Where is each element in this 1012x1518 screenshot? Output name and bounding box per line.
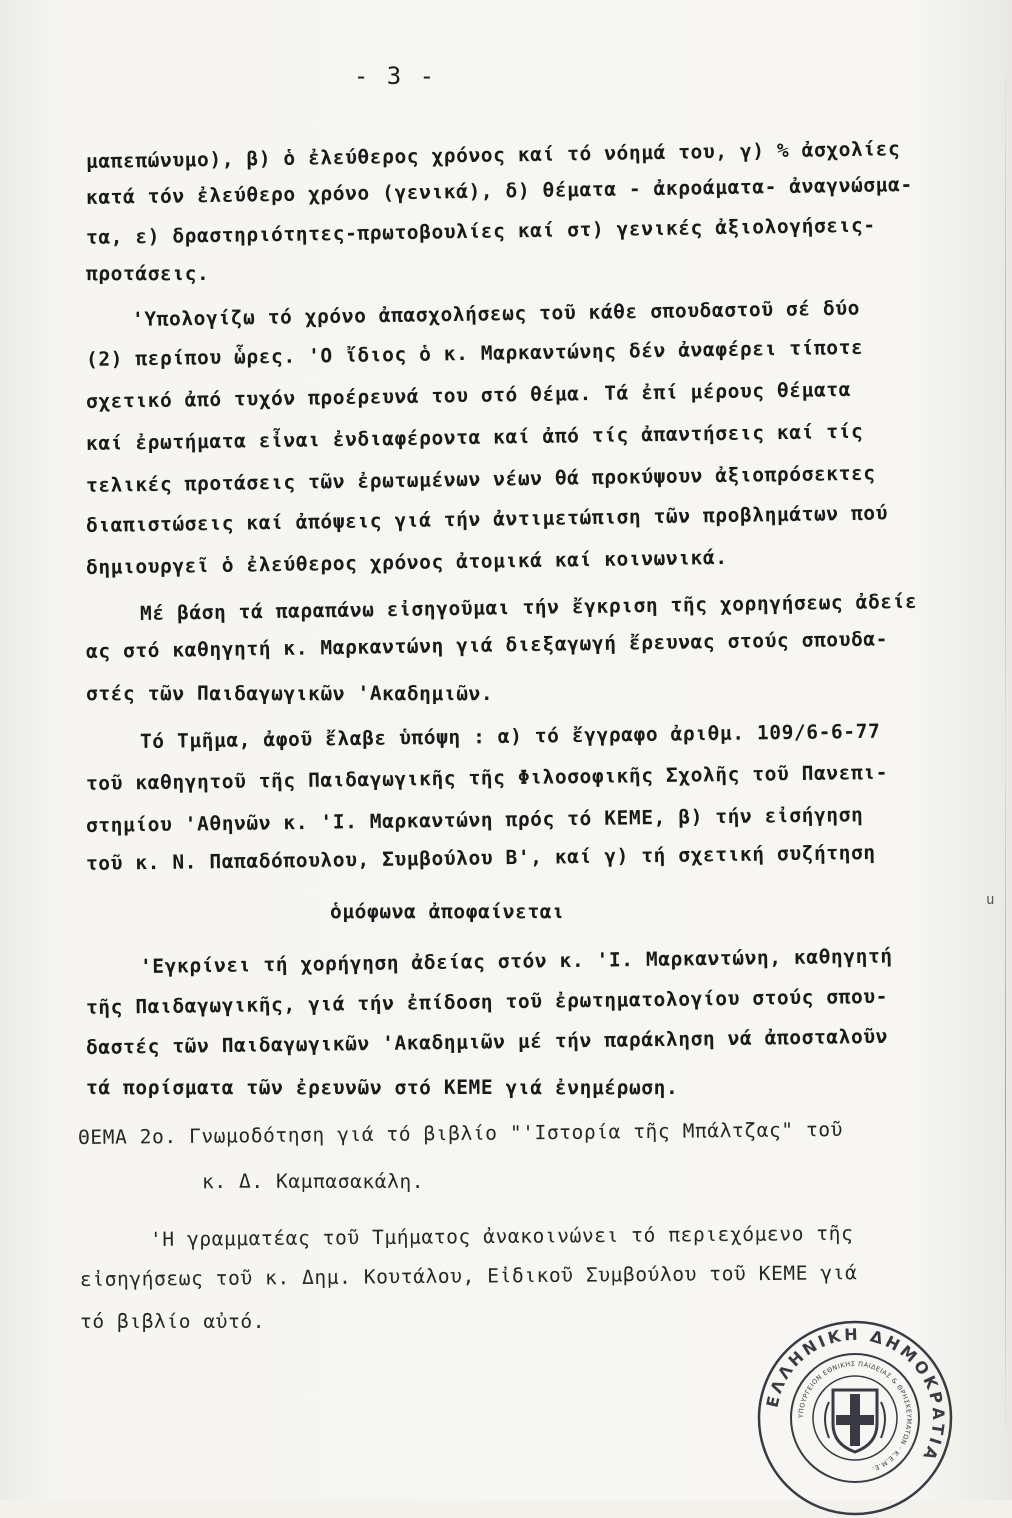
page-number: - 3 - [353,62,437,90]
paragraph-2-line: καί ἐρωτήματα εἶναι ἐνδιαφέροντα καί ἀπό τίς ἀπαντήσεις καί τίς [85,419,864,455]
paragraph-2-line: (2) περίπου ὧρες. 'Ο ἴδιος ὁ κ. Μαρκαντώνης δέν ἀναφέρει τίποτε [85,335,864,371]
stamp-inner-text: ΥΠΟΥΡΓΕΙΟΝ ΕΘΝΙΚΗΣ ΠΑΙΔΕΙΑΣ & ΘΡΗΣΚΕΥΜΑΤΩΝ · Κ.Ε.Μ.Ε. [796,1359,914,1474]
paragraph-4-line: τοῦ καθηγητοῦ τῆς Παιδαγωγικῆς τῆς Φιλοσοφικῆς Σχολῆς τοῦ Πανεπι- [85,760,889,795]
paragraph-4-line: στημίου 'Αθηνῶν κ. 'Ι. Μαρκαντώνη πρός τό ΚΕΜΕ, β) τήν εἰσήγηση [85,803,864,837]
paragraph-2-line: διαπιστώσεις καί ἀπόψεις γιά τήν ἀντιμετώπιση τῶν προβλημάτων πού [85,501,889,537]
paragraph-5-line: 'Η γραμματέας τοῦ Τμήματος ἀνακοινώνει τό περιεχόμενο τῆς [149,1221,854,1251]
paragraph-2-line: τελικές προτάσεις τῶν ἐρωτωμένων νέων θά προκύψουν ἀξιοπρόσεκτες [85,461,876,497]
decision-text-line: τῆς Παιδαγωγικῆς, γιά τήν ἐπίδοση τοῦ ἐρωτηματολογίου στούς σπου- [85,984,889,1019]
decision-heading: ὁμόφωνα ἀποφαίνεται [330,900,565,923]
paragraph-1-line: κατά τόν ἐλεύθερο χρόνο (γενικά), δ) θέματα - ἀκροάματα- ἀναγνώσμα- [85,173,913,209]
paragraph-4-line: Τό Τμῆμα, ἀφοῦ ἔλαβε ὑπόψη : α) τό ἔγγραφο ἀριθμ. 109/6-6-77 [139,719,881,753]
paragraph-5-line: εἰσηγήσεως τοῦ κ. Δημ. Κουτάλου, Εἰδικοῦ Συμβούλου τοῦ ΚΕΜΕ γιά [79,1261,858,1291]
paragraph-3-line: Μέ βάση τά παραπάνω εἰσηγοῦμαι τήν ἔγκριση τῆς χορηγήσεως ἀδείε [139,589,918,625]
paragraph-2-line: δημιουργεῖ ὁ ἐλεύθερος χρόνος ἀτομικά καί κοινωνικά. [85,545,728,579]
decision-text-line: τά πορίσματα τῶν ἐρευνῶν στό ΚΕΜΕ γιά ἐνημέρωση. [86,1076,679,1099]
decision-text-line: δαστές τῶν Παιδαγωγικῶν 'Ακαδημιῶν μέ τήν παράκληση νά ἀποσταλοῦν [85,1024,889,1059]
paragraph-2-line: 'Υπολογίζω τό χρόνο ἀπασχολήσεως τοῦ κάθε σπουδαστοῦ σέ δύο [131,296,861,331]
paragraph-1-line: τα, ε) δραστηριότητες-πρωτοβουλίες καί στ) γενικές ἀξιολογήσεις- [85,213,876,249]
paragraph-4-line: τοῦ κ. Ν. Παπαδόπουλου, Συμβούλου Β', καί γ) τή σχετική συζήτηση [85,840,876,875]
topic-2-line: ΘΕΜΑ 2ο. Γνωμοδότηση γιά τό βιβλίο "'Ιστορία τῆς Μπάλτζας" τοῦ [77,1117,844,1149]
greek-shield-icon [825,1390,885,1452]
paragraph-5-line: τό βιβλίο αὐτό. [80,1310,266,1333]
paragraph-1-line: προτάσεις. [86,262,210,285]
decision-text-line: 'Εγκρίνει τή χορήγηση ἀδείας στόν κ. 'Ι. Μαρκαντώνη, καθηγητή [139,944,893,978]
paragraph-3-line: ας στό καθηγητή κ. Μαρκαντώνη γιά διεξαγωγή ἔρευνας στούς σπουδα- [85,627,889,663]
margin-mark: u [986,892,995,908]
paragraph-3-line: στές τῶν Παιδαγωγικῶν 'Ακαδημιῶν. [86,682,494,705]
paragraph-1-line: μαπεπώνυμο), β) ὁ ἐλεύθερος χρόνος καί τό νόημά του, γ) % ἀσχολίες [85,137,901,173]
official-stamp [755,1318,955,1518]
topic-2-line: κ. Δ. Καμπασακάλη. [202,1170,425,1193]
stamp-outer-text: ΕΛΛΗΝΙΚΗ ΔΗΜΟΚΡΑΤΙΑ [762,1324,949,1466]
paragraph-2-line: σχετικό ἀπό τυχόν προέρευνά του στό θέμα. Τά ἐπί μέρους θέματα [85,377,852,413]
page-edge-shadow [1005,40,1006,1460]
